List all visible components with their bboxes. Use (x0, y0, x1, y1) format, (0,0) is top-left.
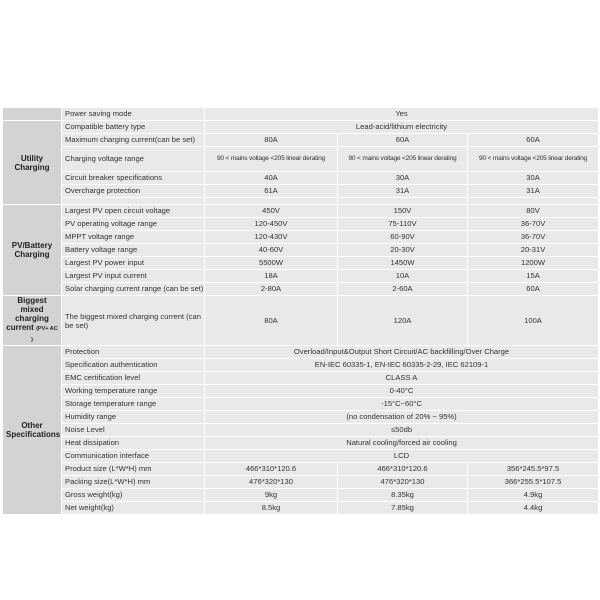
table-row (3, 218, 599, 231)
row-label: Humidity range (62, 411, 205, 424)
row-value: 36-70V (468, 218, 599, 231)
row-value: 90 < mains voltage <205 linear derating (205, 147, 338, 172)
row-label: Working temperature range (62, 385, 205, 398)
row-label: Charging voltage range (62, 147, 205, 172)
row-value: 0-40°C (205, 385, 599, 398)
table-row (3, 372, 599, 385)
table-row (3, 359, 599, 372)
row-value: 4.4kg (468, 502, 599, 515)
row-value: 60A (468, 134, 599, 147)
table-row (3, 283, 599, 296)
row-label: Solar charging current range (can be set) (62, 283, 205, 296)
row-value: 31A (338, 185, 468, 198)
row-value: 466*310*120.6 (338, 463, 468, 476)
row-value: 60A (338, 134, 468, 147)
section-biggest-mixed-charging (3, 296, 62, 346)
row-label: Largest PV input current (62, 270, 205, 283)
row-value: 90 < mains voltage <205 linear derating (468, 147, 599, 172)
row-label: Power saving mode (62, 108, 205, 121)
row-value: 120A (338, 296, 468, 346)
table-row (3, 108, 599, 121)
table-row (3, 437, 599, 450)
row-value: 80A (205, 134, 338, 147)
row-value: 30A (338, 172, 468, 185)
row-label: Storage temperature range (62, 398, 205, 411)
section-cell-empty (3, 108, 62, 121)
row-value: 31A (468, 185, 599, 198)
table-row (3, 476, 599, 489)
row-value: 80A (205, 296, 338, 346)
row-value: 120-430V (205, 231, 338, 244)
table-row (3, 411, 599, 424)
row-value: 20-30V (338, 244, 468, 257)
row-value: 15A (468, 270, 599, 283)
row-value: Lead-acid/lithium electricity (205, 121, 599, 134)
row-value: Overload/Input&Output Short Circuit/AC backfilling/Over Charge (205, 346, 599, 359)
row-label: Communication interface (62, 450, 205, 463)
row-label: The biggest mixed charging current (can be set) (62, 296, 205, 346)
row-value: 476*320*130 (338, 476, 468, 489)
row-value: 18A (205, 270, 338, 283)
section-utility-charging: Utility Charging (3, 121, 62, 205)
row-value: 5500W (205, 257, 338, 270)
row-value: 60A (468, 283, 599, 296)
row-spacer (468, 198, 599, 205)
row-label: Net weight(kg) (62, 502, 205, 515)
row-value: 60-90V (338, 231, 468, 244)
row-value: 150V (338, 205, 468, 218)
row-value: 4.9kg (468, 489, 599, 502)
row-value: 466*310*120.6 (205, 463, 338, 476)
row-value: Natural cooling/forced air cooling (205, 437, 599, 450)
row-label: Circuit breaker specifications (62, 172, 205, 185)
table-row (3, 385, 599, 398)
row-value: 40-60V (205, 244, 338, 257)
row-value: 8.35kg (338, 489, 468, 502)
row-value: 476*320*130 (205, 476, 338, 489)
row-value: 40A (205, 172, 338, 185)
table-row (3, 489, 599, 502)
row-label: Maximum charging current(can be set) (62, 134, 205, 147)
row-value: ≤50db (205, 424, 599, 437)
row-label: Noise Level (62, 424, 205, 437)
row-value: 100A (468, 296, 599, 346)
row-value: EN-IEC 60335-1, EN-IEC 60335-2-29, IEC 62109-1 (205, 359, 599, 372)
row-spacer (62, 198, 205, 205)
row-value: 2-60A (338, 283, 468, 296)
row-value: 36-70V (468, 231, 599, 244)
row-label: Compatible battery type (62, 121, 205, 134)
table-row (3, 424, 599, 437)
row-value: 366*255.5*107.5 (468, 476, 599, 489)
row-value: 9kg (205, 489, 338, 502)
row-label: Largest PV open circuit voltage (62, 205, 205, 218)
row-label: PV operating voltage range (62, 218, 205, 231)
table-row (3, 450, 599, 463)
table-row (3, 463, 599, 476)
table-row (3, 205, 599, 218)
row-value: CLASS A (205, 372, 599, 385)
section-pv-battery-charging: PV/Battery Charging (3, 205, 62, 296)
row-label: Overcharge protection (62, 185, 205, 198)
row-label: MPPT voltage range (62, 231, 205, 244)
table-row (3, 398, 599, 411)
row-value: 20-31V (468, 244, 599, 257)
row-value: 1450W (338, 257, 468, 270)
row-value: 8.5kg (205, 502, 338, 515)
table-row (3, 346, 599, 359)
row-value: 75-110V (338, 218, 468, 231)
row-value: 2-80A (205, 283, 338, 296)
table-row (3, 270, 599, 283)
row-value: 1200W (468, 257, 599, 270)
row-value: LCD (205, 450, 599, 463)
row-spacer (205, 198, 338, 205)
row-value: (no condensation of 20% ~ 95%) (205, 411, 599, 424)
table-row (3, 296, 599, 346)
table-row (3, 257, 599, 270)
row-label: Gross weight(kg) (62, 489, 205, 502)
section-mixed-label: Biggest mixed charging current (6, 296, 49, 332)
row-value: 61A (205, 185, 338, 198)
row-label: Protection (62, 346, 205, 359)
row-value: 90 < mains voltage <205 linear derating (338, 147, 468, 172)
row-value: -15°C~60°C (205, 398, 599, 411)
row-value: 120-450V (205, 218, 338, 231)
specification-table (2, 107, 599, 515)
row-value: 30A (468, 172, 599, 185)
section-mixed-note: (PV+ AC ) (31, 326, 58, 343)
table-row (3, 147, 599, 172)
row-value: 7.85kg (338, 502, 468, 515)
table-row (3, 244, 599, 257)
row-label: EMC certification level (62, 372, 205, 385)
table-row (3, 134, 599, 147)
row-label: Packing size(L*W*H) mm (62, 476, 205, 489)
section-other-specifications: Other Specifications (3, 346, 62, 515)
row-value: 80V (468, 205, 599, 218)
row-value: Yes (205, 108, 599, 121)
table-row (3, 172, 599, 185)
table-row (3, 231, 599, 244)
row-spacer (338, 198, 468, 205)
row-value: 450V (205, 205, 338, 218)
table-row (3, 198, 599, 205)
table-row (3, 185, 599, 198)
row-label: Battery voltage range (62, 244, 205, 257)
row-label: Product size (L*W*H) mm (62, 463, 205, 476)
row-value: 356*245.5*97.5 (468, 463, 599, 476)
row-label: Specification authentication (62, 359, 205, 372)
row-value: 10A (338, 270, 468, 283)
table-row (3, 121, 599, 134)
row-label: Heat dissipation (62, 437, 205, 450)
table-row (3, 502, 599, 515)
row-label: Largest PV power input (62, 257, 205, 270)
